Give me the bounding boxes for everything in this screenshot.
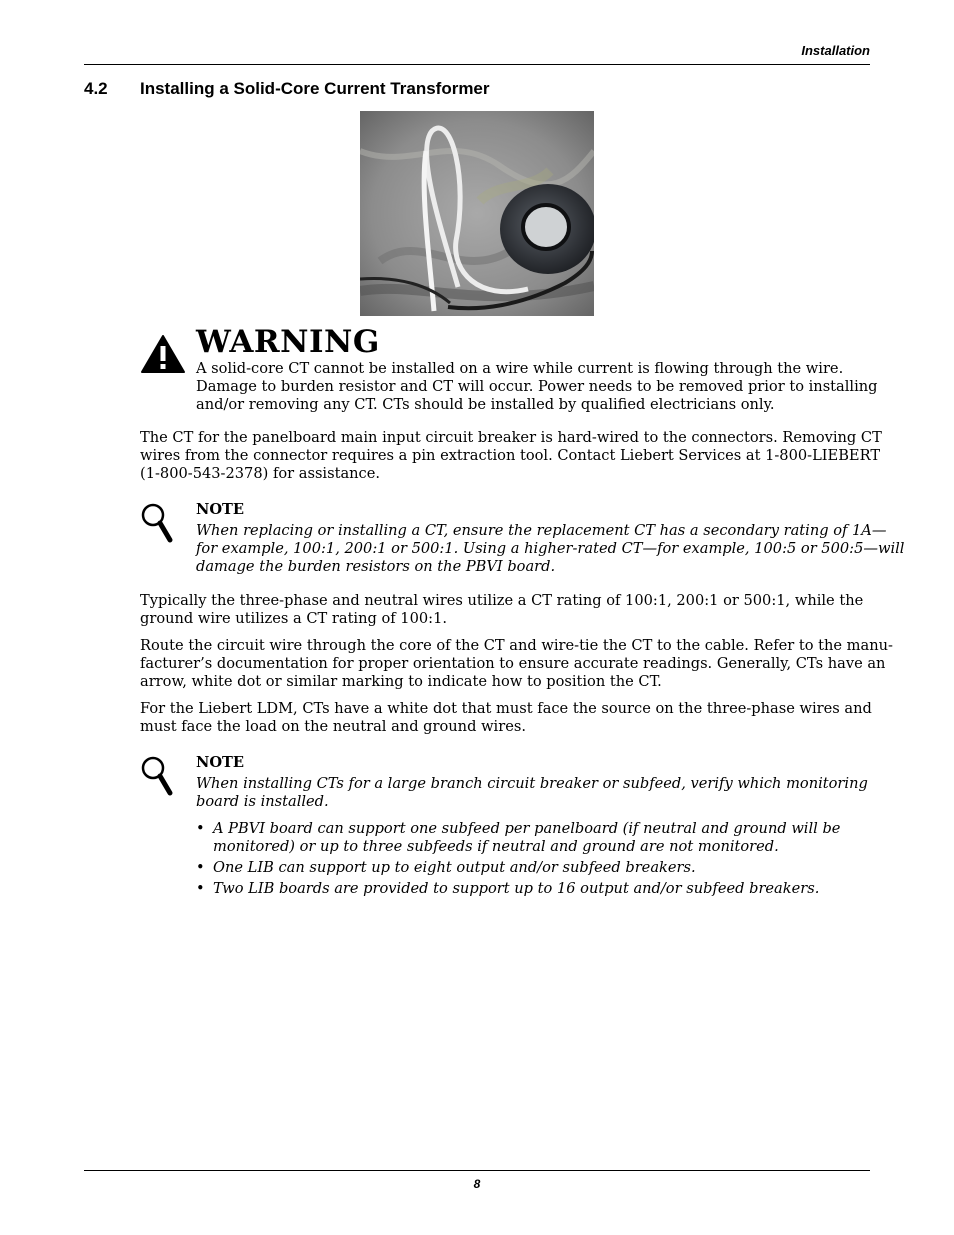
paragraph-line: The CT for the panelboard main input circuit breaker is hard-wired to the connectors. Removing CT [140, 429, 882, 446]
bullet-marker: • [196, 859, 205, 876]
note-text [196, 775, 870, 811]
paragraph-line: Typically the three-phase and neutral wires utilize a CT rating of 100:1, 200:1 or 500:1, while the [140, 592, 864, 609]
magnifier-note-icon [140, 755, 174, 797]
section-number: 4.2 [84, 79, 108, 98]
running-header: Installation [801, 43, 870, 58]
bullet-line: monitored) or up to three subfeeds if neutral and ground are not monitored. [213, 838, 779, 856]
note-line: for example, 100:1, 200:1 or 500:1. Using a higher-rated CT—for example, 100:5 or 500:5—will [196, 540, 905, 558]
bullet-line: One LIB can support up to eight output and/or subfeed breakers. [213, 859, 696, 876]
body-paragraph [140, 637, 893, 692]
bullet-line: Two LIB boards are provided to support up to 16 output and/or subfeed breakers. [213, 880, 820, 897]
bullet-marker: • [196, 880, 205, 897]
list-item [196, 880, 819, 898]
note-line: When replacing or installing a CT, ensure the replacement CT has a secondary rating of 1A— [196, 522, 887, 539]
paragraph-line: For the Liebert LDM, CTs have a white dot that must face the source on the three-phase wires and [140, 700, 872, 717]
warning-line: and/or removing any CT. CTs should be installed by qualified electricians only. [196, 396, 775, 414]
paragraph-line: ground wire utilizes a CT rating of 100:1. [140, 610, 448, 628]
paragraph-line: Route the circuit wire through the core of the CT and wire-tie the CT to the cable. Refer to the manu- [140, 637, 893, 654]
body-paragraph [140, 700, 870, 736]
warning-triangle-icon [140, 334, 186, 374]
warning-title: WARNING [196, 324, 380, 360]
ct-photo [360, 111, 594, 316]
bullet-marker: • [196, 820, 205, 837]
page-number: 8 [473, 1177, 481, 1191]
note-line: board is installed. [196, 793, 329, 811]
list-item [196, 859, 696, 877]
note-line: When installing CTs for a large branch circuit breaker or subfeed, verify which monitoring [196, 775, 868, 792]
warning-text [196, 360, 878, 415]
footer-rule [84, 1170, 870, 1171]
paragraph-line: arrow, white dot or similar marking to indicate how to position the CT. [140, 673, 662, 691]
header-rule [84, 64, 870, 65]
bullet-line: A PBVI board can support one subfeed per panelboard (if neutral and ground will be [213, 820, 841, 837]
paragraph-line: wires from the connector requires a pin extraction tool. Contact Liebert Services at 1-800-LIEBERT [140, 447, 881, 465]
magnifier-note-icon [140, 502, 174, 544]
body-paragraph [140, 429, 882, 484]
section-title: Installing a Solid-Core Current Transformer [140, 79, 490, 98]
note-label: NOTE [196, 754, 245, 771]
section-heading [84, 79, 490, 99]
note-text [196, 522, 905, 577]
body-paragraph [140, 592, 870, 628]
paragraph-line: must face the load on the neutral and ground wires. [140, 718, 526, 736]
list-item [196, 820, 840, 856]
note-label: NOTE [196, 501, 245, 518]
note-line: damage the burden resistors on the PBVI board. [196, 558, 556, 576]
paragraph-line: facturer’s documentation for proper orientation to ensure accurate readings. Generally, CTs have an [140, 655, 886, 673]
warning-line: Damage to burden resistor and CT will occur. Power needs to be removed prior to installing [196, 378, 878, 396]
warning-line: A solid-core CT cannot be installed on a wire while current is flowing through the wire. [196, 360, 844, 377]
paragraph-line: (1-800-543-2378) for assistance. [140, 465, 381, 483]
